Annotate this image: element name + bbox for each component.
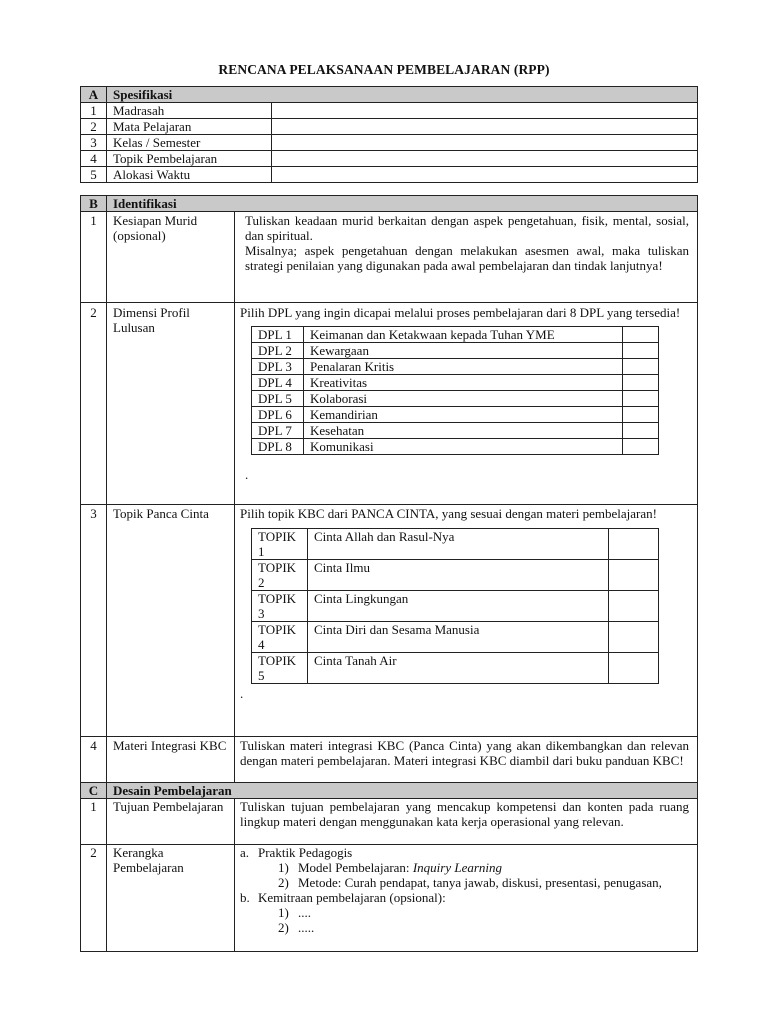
table-row <box>81 845 698 952</box>
row-label: Mata Pelajaran <box>107 119 272 135</box>
table-row <box>252 359 659 375</box>
topik-checkbox-cell[interactable] <box>609 622 659 653</box>
row-label: Tujuan Pembelajaran <box>107 799 235 845</box>
dpl-table <box>251 326 659 455</box>
trailing-dot: . <box>240 686 244 701</box>
kelas-semester-value-cell[interactable] <box>272 135 698 151</box>
dpl-code: DPL 4 <box>252 375 304 391</box>
list-item <box>240 890 689 935</box>
dpl-name: Kesehatan <box>304 423 623 439</box>
tujuan-pembelajaran-cell[interactable] <box>235 799 698 845</box>
row-number: 2 <box>81 119 107 135</box>
list-item-text: ..... <box>298 920 315 935</box>
list-marker: 2) <box>278 920 289 935</box>
trailing-dot: . <box>245 467 249 482</box>
row-label: Kesiapan Murid (opsional) <box>107 212 235 303</box>
row-number: 3 <box>81 135 107 151</box>
topik-code: TOPIK 5 <box>252 653 308 684</box>
table-row <box>81 135 698 151</box>
kerangka-list <box>240 845 689 935</box>
dpl-checkbox-cell[interactable] <box>623 359 659 375</box>
row-number: 1 <box>81 103 107 119</box>
dpl-checkbox-cell[interactable] <box>623 375 659 391</box>
row-label: Kerangka Pembelajaran <box>107 845 235 952</box>
dpl-checkbox-cell[interactable] <box>623 343 659 359</box>
row-number: 1 <box>81 212 107 303</box>
table-row <box>252 439 659 455</box>
section-b-c-table <box>80 195 698 952</box>
row-number: 4 <box>81 151 107 167</box>
table-row <box>252 391 659 407</box>
sub-list <box>258 905 689 935</box>
list-item <box>240 845 689 890</box>
alokasi-waktu-value-cell[interactable] <box>272 167 698 183</box>
list-item <box>278 860 689 875</box>
sub-list <box>258 860 689 890</box>
list-item-text: Kemitraan pembelajaran (opsional): <box>258 890 446 905</box>
kesiapan-murid-cell[interactable] <box>235 212 698 303</box>
dpl-name: Kolaborasi <box>304 391 623 407</box>
table-row <box>81 303 698 505</box>
list-item-text: Praktik Pedagogis <box>258 845 353 860</box>
model-value: Inquiry Learning <box>412 860 503 875</box>
section-letter: A <box>81 87 107 103</box>
row-label: Dimensi Profil Lulusan <box>107 303 235 505</box>
dpl-checkbox-cell[interactable] <box>623 391 659 407</box>
topik-checkbox-cell[interactable] <box>609 529 659 560</box>
instruction-text: Tuliskan materi integrasi KBC (Panca Cinta) yang akan dikembangkan dan relevan dengan materi pembelajaran. Materi integrasi KBC diambil dari buku panduan KBC! <box>240 738 689 768</box>
document-title: RENCANA PELAKSANAAN PEMBELAJARAN (RPP) <box>218 62 550 77</box>
topik-code: TOPIK 2 <box>252 560 308 591</box>
dpl-name: Komunikasi <box>304 439 623 455</box>
list-marker: 2) <box>278 875 289 890</box>
topik-table <box>251 528 659 684</box>
list-item <box>278 920 689 935</box>
topik-pembelajaran-value-cell[interactable] <box>272 151 698 167</box>
dpl-code: DPL 1 <box>252 327 304 343</box>
section-heading: Desain Pembelajaran <box>107 783 698 799</box>
row-number: 2 <box>81 845 107 952</box>
list-marker: a. <box>240 845 250 860</box>
dpl-name: Penalaran Kritis <box>304 359 623 375</box>
topik-code: TOPIK 1 <box>252 529 308 560</box>
section-a-header <box>81 87 698 103</box>
mata-pelajaran-value-cell[interactable] <box>272 119 698 135</box>
table-row <box>81 737 698 783</box>
section-b-header <box>81 196 698 212</box>
dpl-name: Keimanan dan Ketakwaan kepada Tuhan YME <box>304 327 623 343</box>
table-row <box>81 505 698 737</box>
row-number: 2 <box>81 303 107 505</box>
dpl-code: DPL 3 <box>252 359 304 375</box>
row-number: 3 <box>81 505 107 737</box>
instruction-text: Tuliskan tujuan pembelajaran yang mencakup kompetensi dan konten pada ruang lingkup materi dengan menggunakan kata kerja operasional yang relevan. <box>240 799 689 829</box>
table-row <box>252 622 659 653</box>
table-row <box>81 212 698 303</box>
table-row <box>252 407 659 423</box>
madrasah-value-cell[interactable] <box>272 103 698 119</box>
table-row <box>252 423 659 439</box>
dimensi-profil-cell <box>235 303 698 505</box>
list-item <box>278 905 689 920</box>
dpl-code: DPL 2 <box>252 343 304 359</box>
table-row <box>252 653 659 684</box>
row-number: 5 <box>81 167 107 183</box>
dpl-name: Kewargaan <box>304 343 623 359</box>
table-row <box>252 529 659 560</box>
topik-name: Cinta Allah dan Rasul-Nya <box>308 529 609 560</box>
instruction-text: Tuliskan keadaan murid berkaitan dengan aspek pengetahuan, fisik, mental, sosial, dan spiritual. <box>245 213 689 243</box>
dpl-checkbox-cell[interactable] <box>623 423 659 439</box>
table-row <box>252 343 659 359</box>
table-row <box>252 591 659 622</box>
dpl-code: DPL 7 <box>252 423 304 439</box>
dpl-checkbox-cell[interactable] <box>623 439 659 455</box>
section-letter: C <box>81 783 107 799</box>
row-label: Materi Integrasi KBC <box>107 737 235 783</box>
table-row <box>252 560 659 591</box>
table-row <box>81 151 698 167</box>
table-row <box>252 375 659 391</box>
topik-code: TOPIK 4 <box>252 622 308 653</box>
row-label: Kelas / Semester <box>107 135 272 151</box>
topik-name: Cinta Diri dan Sesama Manusia <box>308 622 609 653</box>
topik-checkbox-cell[interactable] <box>609 560 659 591</box>
dpl-name: Kemandirian <box>304 407 623 423</box>
dpl-code: DPL 8 <box>252 439 304 455</box>
list-item-text: Metode: Curah pendapat, tanya jawab, diskusi, presentasi, penugasan, <box>298 875 662 890</box>
row-number: 1 <box>81 799 107 845</box>
table-row <box>81 799 698 845</box>
table-row <box>252 327 659 343</box>
table-row <box>81 167 698 183</box>
row-label: Madrasah <box>107 103 272 119</box>
list-marker: 1) <box>278 860 289 875</box>
table-row <box>81 119 698 135</box>
topik-name: Cinta Tanah Air <box>308 653 609 684</box>
row-label: Topik Pembelajaran <box>107 151 272 167</box>
instruction-text: Misalnya; aspek pengetahuan dengan melakukan asesmen awal, maka tuliskan strategi penilaian yang digunakan pada awal pembelajaran dan tindak lanjutnya! <box>245 243 689 273</box>
section-a-table <box>80 86 698 183</box>
materi-integrasi-cell[interactable] <box>235 737 698 783</box>
topik-code: TOPIK 3 <box>252 591 308 622</box>
list-item-text: .... <box>298 905 311 920</box>
list-item <box>278 875 689 890</box>
topik-checkbox-cell[interactable] <box>609 591 659 622</box>
dpl-code: DPL 6 <box>252 407 304 423</box>
list-marker: 1) <box>278 905 289 920</box>
section-letter: B <box>81 196 107 212</box>
list-item-text: Model Pembelajaran: <box>298 860 413 875</box>
kerangka-pembelajaran-cell[interactable] <box>235 845 698 952</box>
topik-name: Cinta Ilmu <box>308 560 609 591</box>
list-marker: b. <box>240 890 250 905</box>
instruction-text: Pilih topik KBC dari PANCA CINTA, yang sesuai dengan materi pembelajaran! <box>240 506 657 521</box>
section-c-header <box>81 783 698 799</box>
dpl-name: Kreativitas <box>304 375 623 391</box>
row-number: 4 <box>81 737 107 783</box>
dpl-checkbox-cell[interactable] <box>623 407 659 423</box>
section-heading: Identifikasi <box>107 196 698 212</box>
dpl-code: DPL 5 <box>252 391 304 407</box>
topik-name: Cinta Lingkungan <box>308 591 609 622</box>
topik-panca-cinta-cell <box>235 505 698 737</box>
topik-checkbox-cell[interactable] <box>609 653 659 684</box>
dpl-checkbox-cell[interactable] <box>623 327 659 343</box>
row-label: Alokasi Waktu <box>107 167 272 183</box>
instruction-text: Pilih DPL yang ingin dicapai melalui proses pembelajaran dari 8 DPL yang tersedia! <box>240 305 681 320</box>
table-row <box>81 103 698 119</box>
section-heading: Spesifikasi <box>107 87 698 103</box>
row-label: Topik Panca Cinta <box>107 505 235 737</box>
